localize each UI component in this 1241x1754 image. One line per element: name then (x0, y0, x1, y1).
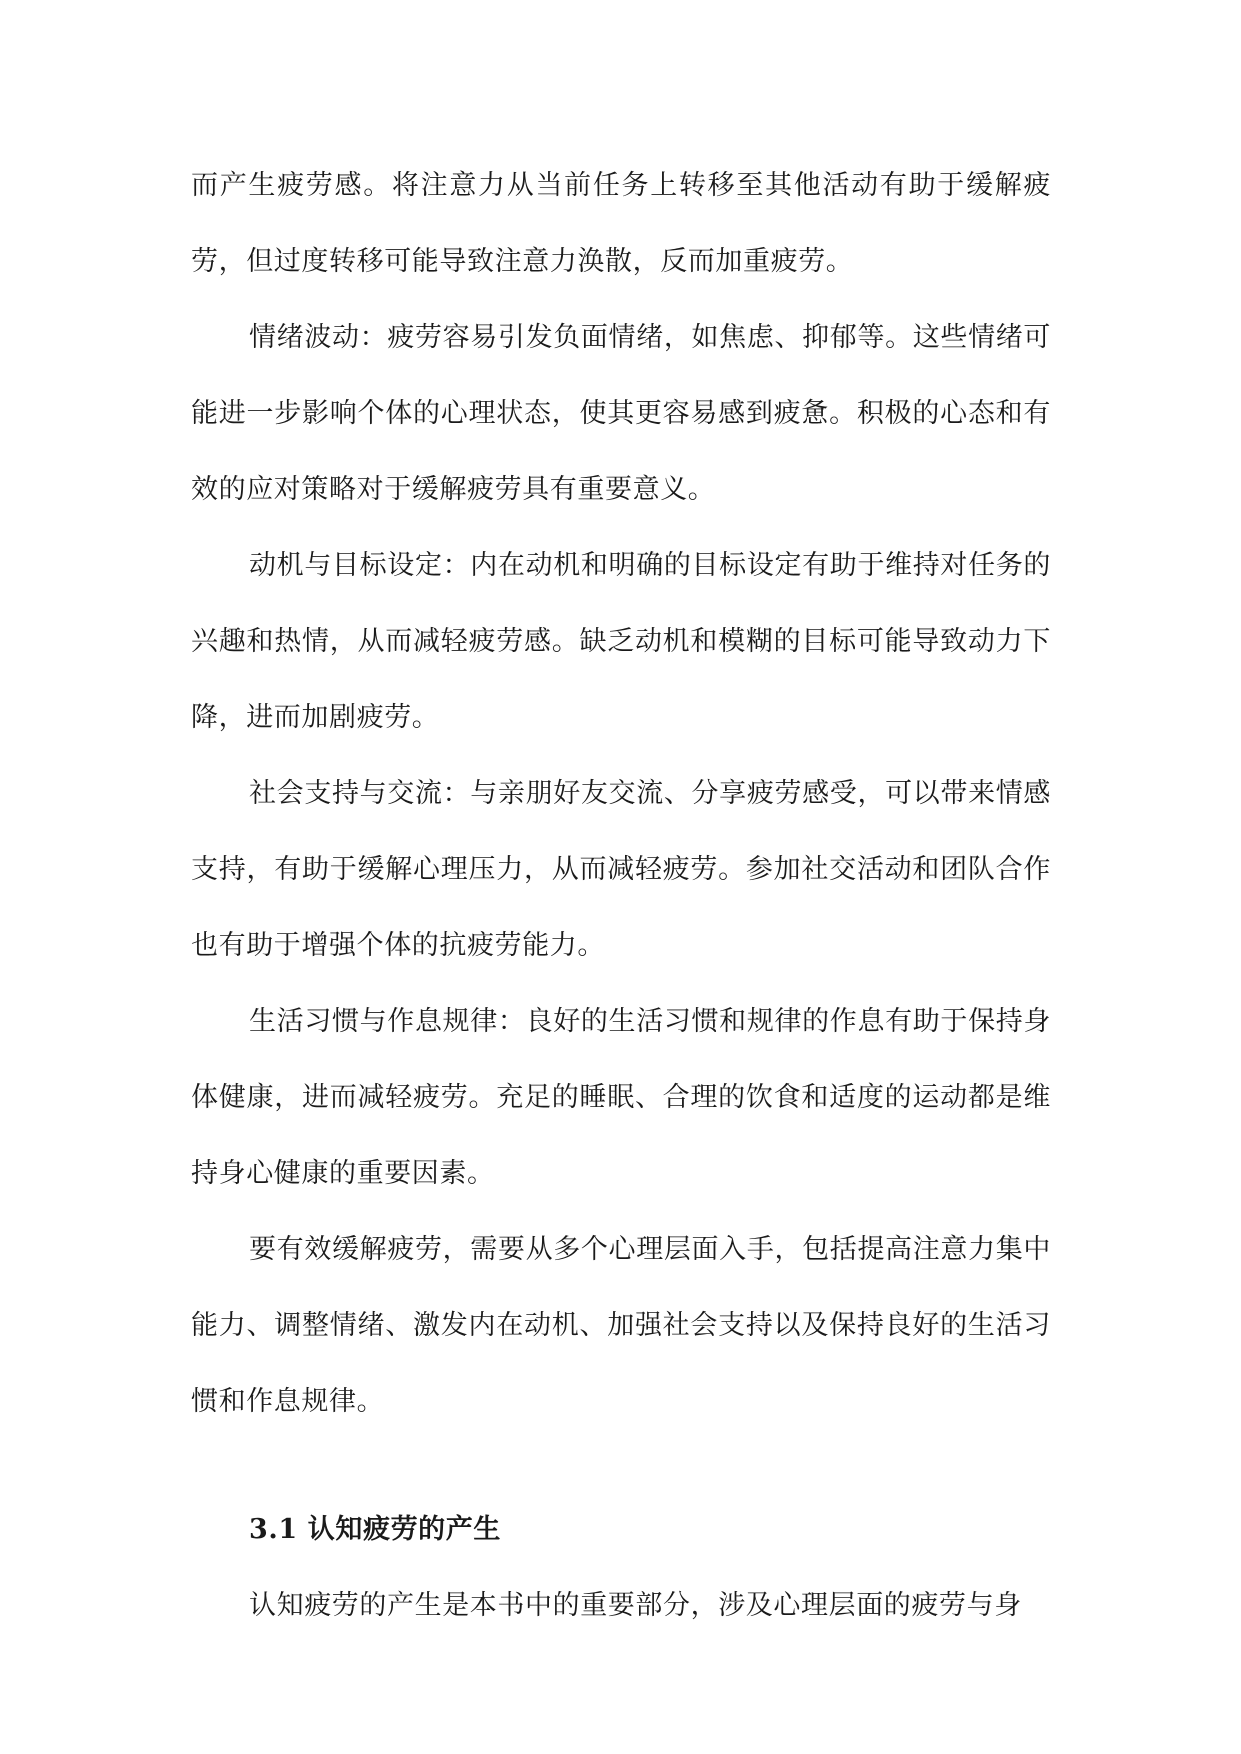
paragraph-lifestyle-habits: 生活习惯与作息规律：良好的生活习惯和规律的作息有助于保持身体健康，进而减轻疲劳。充足的睡眠、合理的饮食和适度的运动都是维持身心健康的重要因素。 (191, 1006, 1051, 1189)
paragraph-summary: 要有效缓解疲劳，需要从多个心理层面入手，包括提高注意力集中能力、调整情绪、激发内在动机、加强社会支持以及保持良好的生活习惯和作息规律。 (191, 1234, 1051, 1417)
section-title: 认知疲劳的产生 (307, 1514, 501, 1545)
paragraph-social-support: 社会支持与交流：与亲朋好友交流、分享疲劳感受，可以带来情感支持，有助于缓解心理压力，从而减轻疲劳。参加社交活动和团队合作也有助于增强个体的抗疲劳能力。 (191, 778, 1051, 961)
section-number: 3.1 (249, 1514, 298, 1545)
paragraph-motivation-goals: 动机与目标设定：内在动机和明确的目标设定有助于维持对任务的兴趣和热情，从而减轻疲劳感。缺乏动机和模糊的目标可能导致动力下降，进而加剧疲劳。 (191, 550, 1051, 733)
paragraph-emotional-fluctuation: 情绪波动：疲劳容易引发负面情绪，如焦虑、抑郁等。这些情绪可能进一步影响个体的心理状态，使其更容易感到疲惫。积极的心态和有效的应对策略对于缓解疲劳具有重要意义。 (191, 322, 1051, 505)
paragraph-continuation: 而产生疲劳感。将注意力从当前任务上转移至其他活动有助于缓解疲劳，但过度转移可能导致注意力涣散，反而加重疲劳。 (191, 170, 1051, 277)
paragraph-section-intro: 认知疲劳的产生是本书中的重要部分，涉及心理层面的疲劳与身 (249, 1590, 1022, 1621)
section-heading (191, 1492, 1051, 1568)
document-body (191, 148, 1051, 1644)
